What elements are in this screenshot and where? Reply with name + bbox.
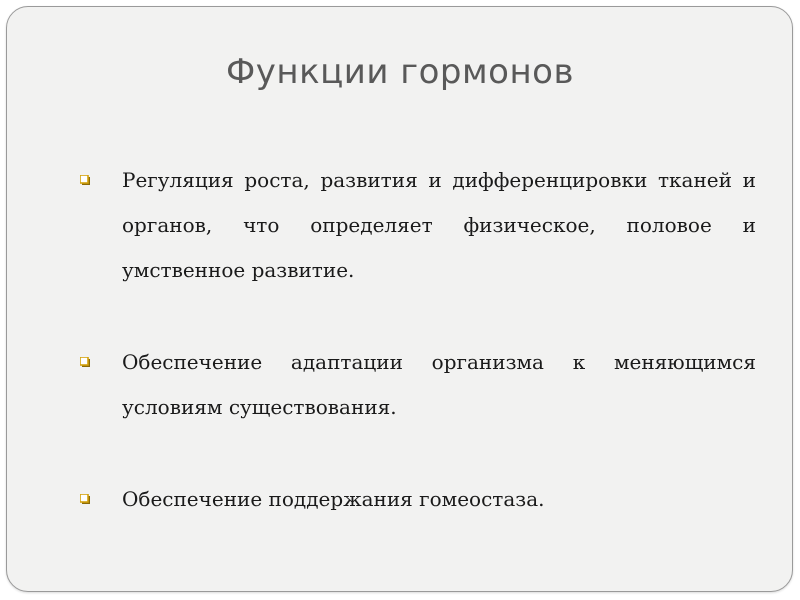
- square-bullet-icon: [80, 494, 90, 504]
- bullet-list: [80, 158, 756, 522]
- bullet-text: Обеспечение адаптации организма к меняющимся условиям существования.: [122, 350, 756, 419]
- slide-title: Функции гормонов: [225, 52, 575, 92]
- square-bullet-icon: [80, 357, 90, 367]
- bullet-text: Регуляция роста, развития и дифференцировки тканей и органов, что определяет физическое, половое и умственное развитие.: [122, 168, 756, 282]
- list-item: [80, 477, 756, 522]
- bullet-text: Обеспечение поддержания гомеостаза.: [122, 487, 545, 511]
- list-item: [80, 158, 756, 293]
- square-bullet-icon: [80, 175, 90, 185]
- list-item: [80, 340, 756, 430]
